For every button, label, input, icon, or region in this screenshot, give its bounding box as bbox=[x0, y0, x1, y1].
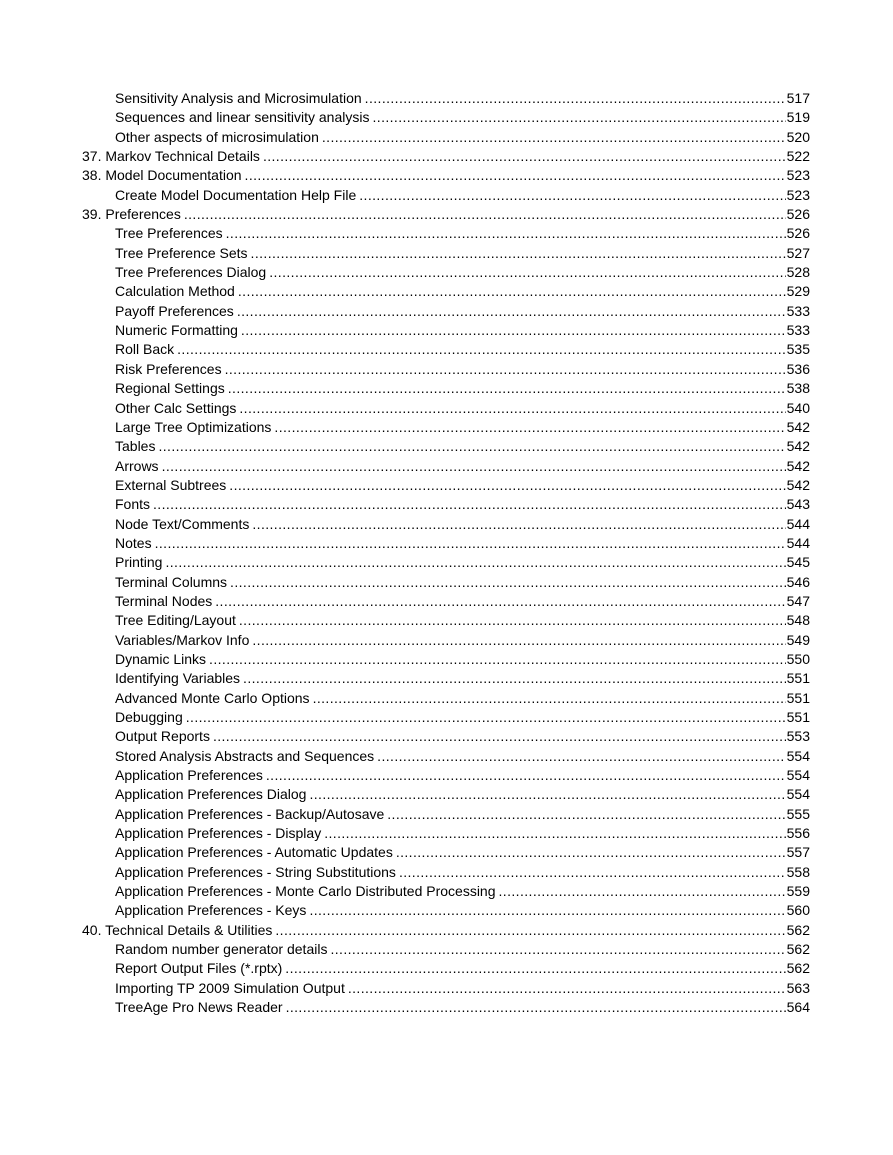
dot-leader bbox=[252, 631, 785, 650]
dot-leader bbox=[348, 979, 786, 998]
toc-entry-title: Tables bbox=[115, 438, 156, 455]
toc-entry-title: Payoff Preferences bbox=[115, 302, 234, 319]
toc-entry-title: 40. Technical Details & Utilities bbox=[82, 921, 273, 938]
toc-entry-title: Regional Settings bbox=[115, 380, 225, 397]
toc-entry-title: Other Calc Settings bbox=[115, 399, 237, 416]
toc-entry-title: Create Model Documentation Help File bbox=[115, 186, 357, 203]
dot-leader bbox=[251, 244, 786, 263]
dot-leader bbox=[377, 747, 785, 766]
toc-page-number: 533 bbox=[786, 322, 810, 339]
dot-leader bbox=[330, 940, 785, 959]
dot-leader bbox=[309, 785, 785, 804]
dot-leader bbox=[165, 553, 785, 572]
dot-leader bbox=[155, 534, 786, 553]
toc-page-number: 551 bbox=[786, 670, 810, 687]
toc-entry-title: Node Text/Comments bbox=[115, 515, 250, 532]
dot-leader bbox=[245, 166, 786, 185]
toc-page-number: 519 bbox=[786, 109, 810, 126]
toc-page-number: 535 bbox=[786, 341, 810, 358]
toc-section-entry[interactable] bbox=[82, 515, 810, 534]
toc-entry-title: 39. Preferences bbox=[82, 206, 181, 223]
toc-entry-title: Terminal Nodes bbox=[115, 592, 213, 609]
dot-leader bbox=[215, 592, 785, 611]
dot-leader bbox=[186, 708, 786, 727]
toc-entry-title: Application Preferences - String Substitutions bbox=[115, 863, 396, 880]
dot-leader bbox=[263, 147, 786, 166]
dot-leader bbox=[225, 360, 786, 379]
toc-page-number: 517 bbox=[786, 90, 810, 106]
toc-page-number: 551 bbox=[786, 689, 810, 706]
toc-page-number: 540 bbox=[786, 399, 810, 416]
toc-section-entry[interactable] bbox=[82, 379, 810, 398]
dot-leader bbox=[158, 437, 785, 456]
toc-section-entry[interactable] bbox=[82, 901, 810, 920]
dot-leader bbox=[266, 766, 786, 785]
toc-page-number: 529 bbox=[786, 283, 810, 300]
toc-page-number: 554 bbox=[786, 767, 810, 784]
toc-section-entry[interactable] bbox=[82, 573, 810, 592]
toc-entry-title: Dynamic Links bbox=[115, 650, 207, 667]
toc-page-number: 526 bbox=[786, 206, 810, 223]
toc-section-entry[interactable] bbox=[82, 843, 810, 862]
toc-page-number: 544 bbox=[786, 534, 810, 551]
toc-page-number: 562 bbox=[786, 921, 810, 938]
toc-entry-title: TreeAge Pro News Reader bbox=[115, 999, 283, 1016]
dot-leader bbox=[387, 805, 785, 824]
toc-page-number: 538 bbox=[786, 380, 810, 397]
toc-section-entry[interactable] bbox=[82, 727, 810, 746]
toc-entry-title: Identifying Variables bbox=[115, 670, 241, 687]
toc-entry-title: Application Preferences - Monte Carlo Distributed Processing bbox=[115, 883, 496, 900]
toc-section-entry[interactable] bbox=[82, 824, 810, 843]
toc-page-number: 551 bbox=[786, 709, 810, 725]
toc-page-number: 542 bbox=[786, 438, 810, 455]
toc-section-entry[interactable] bbox=[82, 998, 810, 1017]
toc-entry-title: Output Reports bbox=[115, 728, 210, 745]
toc-section-entry[interactable] bbox=[82, 882, 810, 901]
toc-entry-title: Printing bbox=[115, 554, 163, 571]
toc-page-number: 550 bbox=[786, 650, 810, 667]
toc-entry-title: 38. Model Documentation bbox=[82, 167, 242, 184]
toc-section-entry[interactable] bbox=[82, 263, 810, 282]
toc-entry-title: External Subtrees bbox=[115, 476, 227, 493]
dot-leader bbox=[313, 689, 786, 708]
toc-page-number: 549 bbox=[786, 631, 810, 648]
dot-leader bbox=[252, 515, 785, 534]
toc-entry-title: Numeric Formatting bbox=[115, 322, 238, 339]
toc-page-number: 556 bbox=[786, 825, 810, 842]
toc-page-number: 527 bbox=[786, 244, 810, 261]
toc-entry-title: Tree Editing/Layout bbox=[115, 612, 236, 629]
toc-page-number: 562 bbox=[786, 941, 810, 958]
toc-entry-title: Large Tree Optimizations bbox=[115, 418, 272, 435]
toc-entry-title: 37. Markov Technical Details bbox=[82, 148, 260, 165]
toc-section-entry[interactable] bbox=[82, 244, 810, 263]
toc-section-entry[interactable] bbox=[82, 940, 810, 959]
toc-entry-title: Notes bbox=[115, 534, 152, 551]
toc-entry-title: Sensitivity Analysis and Microsimulation bbox=[115, 90, 362, 106]
toc-page-number: 520 bbox=[786, 128, 810, 145]
toc-entry-title: Random number generator details bbox=[115, 941, 328, 958]
toc-section-entry[interactable] bbox=[82, 128, 810, 147]
toc-section-entry[interactable] bbox=[82, 360, 810, 379]
toc-section-entry[interactable] bbox=[82, 186, 810, 205]
toc-page-number: 542 bbox=[786, 476, 810, 493]
toc-entry-title: Report Output Files (*.rptx) bbox=[115, 960, 283, 977]
dot-leader bbox=[209, 650, 786, 669]
toc-page-number: 528 bbox=[786, 264, 810, 281]
toc-page-number: 548 bbox=[786, 612, 810, 629]
toc-page-number: 522 bbox=[786, 148, 810, 165]
toc-entry-title: Application Preferences - Backup/Autosave bbox=[115, 805, 385, 822]
toc-section-entry[interactable] bbox=[82, 611, 810, 630]
dot-leader bbox=[286, 998, 786, 1017]
toc-entry-title: Tree Preferences bbox=[115, 225, 223, 242]
toc-entry-title: Calculation Method bbox=[115, 283, 235, 300]
toc-section-entry[interactable] bbox=[82, 340, 810, 359]
toc-page-number: 542 bbox=[786, 418, 810, 435]
toc-section-entry[interactable] bbox=[82, 553, 810, 572]
toc-entry-title: Tree Preferences Dialog bbox=[115, 264, 267, 281]
toc-entry-title: Stored Analysis Abstracts and Sequences bbox=[115, 747, 375, 764]
dot-leader bbox=[162, 457, 786, 476]
toc-section-entry[interactable] bbox=[82, 747, 810, 766]
dot-leader bbox=[269, 263, 785, 282]
toc-section-entry[interactable] bbox=[82, 534, 810, 553]
toc-section-entry[interactable] bbox=[82, 476, 810, 495]
toc-page-number: 533 bbox=[786, 302, 810, 319]
toc-section-entry[interactable] bbox=[82, 224, 810, 243]
toc-section-entry[interactable] bbox=[82, 863, 810, 882]
toc-entry-title: Sequences and linear sensitivity analysis bbox=[115, 109, 370, 126]
toc-section-entry[interactable] bbox=[82, 495, 810, 514]
toc-page-number: 554 bbox=[786, 786, 810, 803]
toc-section-entry[interactable] bbox=[82, 418, 810, 437]
toc-entry-title: Application Preferences Dialog bbox=[115, 786, 307, 803]
toc-section-entry[interactable] bbox=[82, 437, 810, 456]
toc-entry-title: Application Preferences - Automatic Updates bbox=[115, 844, 393, 861]
toc-entry-title: Terminal Columns bbox=[115, 573, 228, 590]
toc-section-entry[interactable] bbox=[82, 766, 810, 785]
dot-leader bbox=[237, 302, 786, 321]
toc-section-entry[interactable] bbox=[82, 669, 810, 688]
dot-leader bbox=[229, 476, 785, 495]
toc-page-number: 547 bbox=[786, 592, 810, 609]
toc-section-entry[interactable] bbox=[82, 805, 810, 824]
toc-chapter-entry[interactable] bbox=[82, 166, 810, 185]
toc-entry-title: Debugging bbox=[115, 709, 183, 725]
toc-section-entry[interactable] bbox=[82, 689, 810, 708]
toc-section-entry[interactable] bbox=[82, 108, 810, 127]
dot-leader bbox=[243, 669, 786, 688]
toc-page-number: 554 bbox=[786, 747, 810, 764]
toc-page-number: 555 bbox=[786, 805, 810, 822]
toc-page-number: 545 bbox=[786, 554, 810, 571]
toc-page-number: 543 bbox=[786, 496, 810, 513]
toc-page-number: 523 bbox=[786, 186, 810, 203]
toc-entry-title: Importing TP 2009 Simulation Output bbox=[115, 979, 345, 996]
dot-leader bbox=[274, 418, 785, 437]
dot-leader bbox=[226, 224, 786, 243]
toc-chapter-entry[interactable] bbox=[82, 147, 810, 166]
toc-section-entry[interactable] bbox=[82, 631, 810, 650]
dot-leader bbox=[396, 843, 786, 862]
toc-page-number: 559 bbox=[786, 883, 810, 900]
dot-leader bbox=[153, 495, 786, 514]
toc-page-number: 544 bbox=[786, 515, 810, 532]
dot-leader bbox=[241, 321, 786, 340]
toc-entry-title: Tree Preference Sets bbox=[115, 244, 248, 261]
table-of-contents bbox=[82, 89, 810, 1018]
dot-leader bbox=[499, 882, 786, 901]
toc-section-entry[interactable] bbox=[82, 302, 810, 321]
toc-chapter-entry[interactable] bbox=[82, 205, 810, 224]
toc-page-number: 563 bbox=[786, 979, 810, 996]
dot-leader bbox=[239, 611, 786, 630]
toc-entry-title: Variables/Markov Info bbox=[115, 631, 250, 648]
toc-entry-title: Fonts bbox=[115, 496, 151, 513]
toc-section-entry[interactable] bbox=[82, 708, 810, 727]
dot-leader bbox=[399, 863, 786, 882]
dot-leader bbox=[213, 727, 786, 746]
toc-section-entry[interactable] bbox=[82, 89, 810, 108]
dot-leader bbox=[230, 573, 786, 592]
toc-page-number: 553 bbox=[786, 728, 810, 745]
toc-section-entry[interactable] bbox=[82, 785, 810, 804]
toc-page-number: 557 bbox=[786, 844, 810, 861]
dot-leader bbox=[238, 282, 786, 301]
dot-leader bbox=[365, 89, 786, 108]
toc-entry-title: Application Preferences - Keys bbox=[115, 902, 307, 919]
dot-leader bbox=[359, 186, 785, 205]
toc-entry-title: Application Preferences bbox=[115, 767, 263, 784]
toc-entry-title: Risk Preferences bbox=[115, 360, 222, 377]
toc-entry-title: Roll Back bbox=[115, 341, 175, 358]
toc-section-entry[interactable] bbox=[82, 321, 810, 340]
toc-entry-title: Advanced Monte Carlo Options bbox=[115, 689, 310, 706]
toc-page-number: 562 bbox=[786, 960, 810, 977]
toc-page-number: 558 bbox=[786, 863, 810, 880]
dot-leader bbox=[324, 824, 785, 843]
toc-section-entry[interactable] bbox=[82, 979, 810, 998]
toc-section-entry[interactable] bbox=[82, 399, 810, 418]
dot-leader bbox=[228, 379, 786, 398]
dot-leader bbox=[239, 399, 785, 418]
dot-leader bbox=[372, 108, 785, 127]
toc-chapter-entry[interactable] bbox=[82, 921, 810, 940]
toc-entry-title: Application Preferences - Display bbox=[115, 825, 322, 842]
toc-page-number: 523 bbox=[786, 167, 810, 184]
toc-entry-title: Arrows bbox=[115, 457, 159, 474]
dot-leader bbox=[184, 205, 786, 224]
toc-section-entry[interactable] bbox=[82, 592, 810, 611]
toc-entry-title: Other aspects of microsimulation bbox=[115, 128, 319, 145]
toc-section-entry[interactable] bbox=[82, 650, 810, 669]
toc-section-entry[interactable] bbox=[82, 282, 810, 301]
dot-leader bbox=[177, 340, 786, 359]
dot-leader bbox=[309, 901, 785, 920]
toc-page-number: 564 bbox=[786, 999, 810, 1016]
dot-leader bbox=[285, 959, 785, 978]
toc-page-number: 542 bbox=[786, 457, 810, 474]
toc-page-number: 546 bbox=[786, 573, 810, 590]
toc-page-number: 560 bbox=[786, 902, 810, 919]
dot-leader bbox=[322, 128, 786, 147]
dot-leader bbox=[275, 921, 785, 940]
toc-page-number: 536 bbox=[786, 360, 810, 377]
toc-page-number: 526 bbox=[786, 225, 810, 242]
toc-section-entry[interactable] bbox=[82, 959, 810, 978]
toc-section-entry[interactable] bbox=[82, 457, 810, 476]
